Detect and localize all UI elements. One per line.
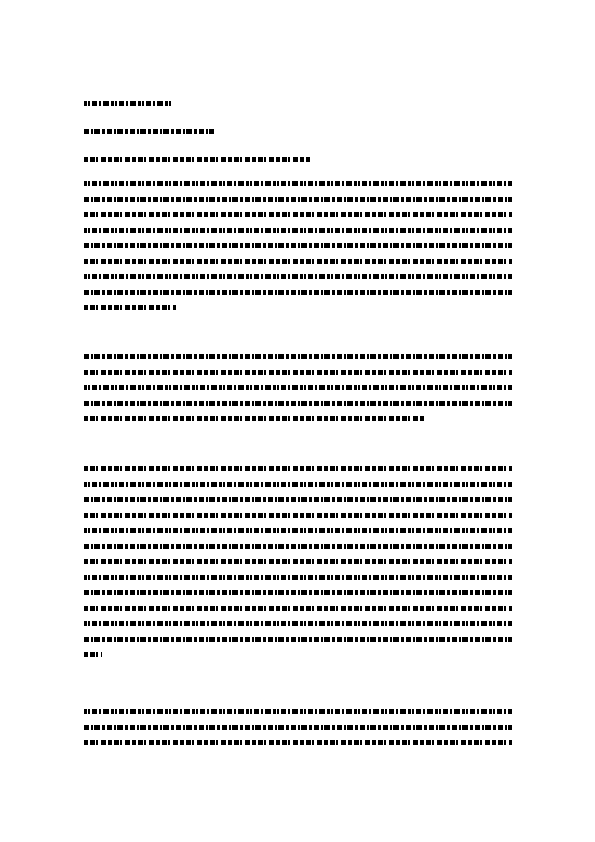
paragraph-2 [84, 353, 512, 431]
text-line [84, 384, 512, 392]
text-line [84, 512, 512, 520]
text-line [84, 258, 512, 266]
paragraph-4 [84, 708, 512, 755]
paragraph-1 [84, 180, 512, 320]
text-line [84, 353, 512, 361]
text-line [84, 273, 512, 281]
text-line [84, 724, 512, 732]
paragraph-3 [84, 465, 512, 667]
text-line [84, 369, 512, 377]
text-line [84, 574, 512, 582]
text-line [84, 651, 512, 659]
section-heading [84, 156, 310, 165]
text-line [84, 589, 512, 597]
text-line [84, 496, 512, 504]
text-line [84, 636, 512, 644]
text-line [84, 196, 512, 204]
text-line [84, 400, 512, 408]
header-line-1 [84, 100, 172, 108]
text-line [84, 620, 512, 628]
text-line [84, 481, 512, 489]
text-line [84, 558, 512, 566]
text-line [84, 227, 512, 235]
text-line [84, 605, 512, 613]
text-line [84, 211, 512, 219]
text-line [84, 242, 512, 250]
header-line-2 [84, 128, 214, 136]
text-line [84, 289, 512, 297]
text-line [84, 180, 512, 188]
text-line [84, 527, 512, 535]
text-line [84, 304, 512, 312]
text-line [84, 415, 512, 423]
text-line [84, 465, 512, 473]
text-line [84, 543, 512, 551]
text-line [84, 739, 512, 747]
text-line [84, 708, 512, 716]
